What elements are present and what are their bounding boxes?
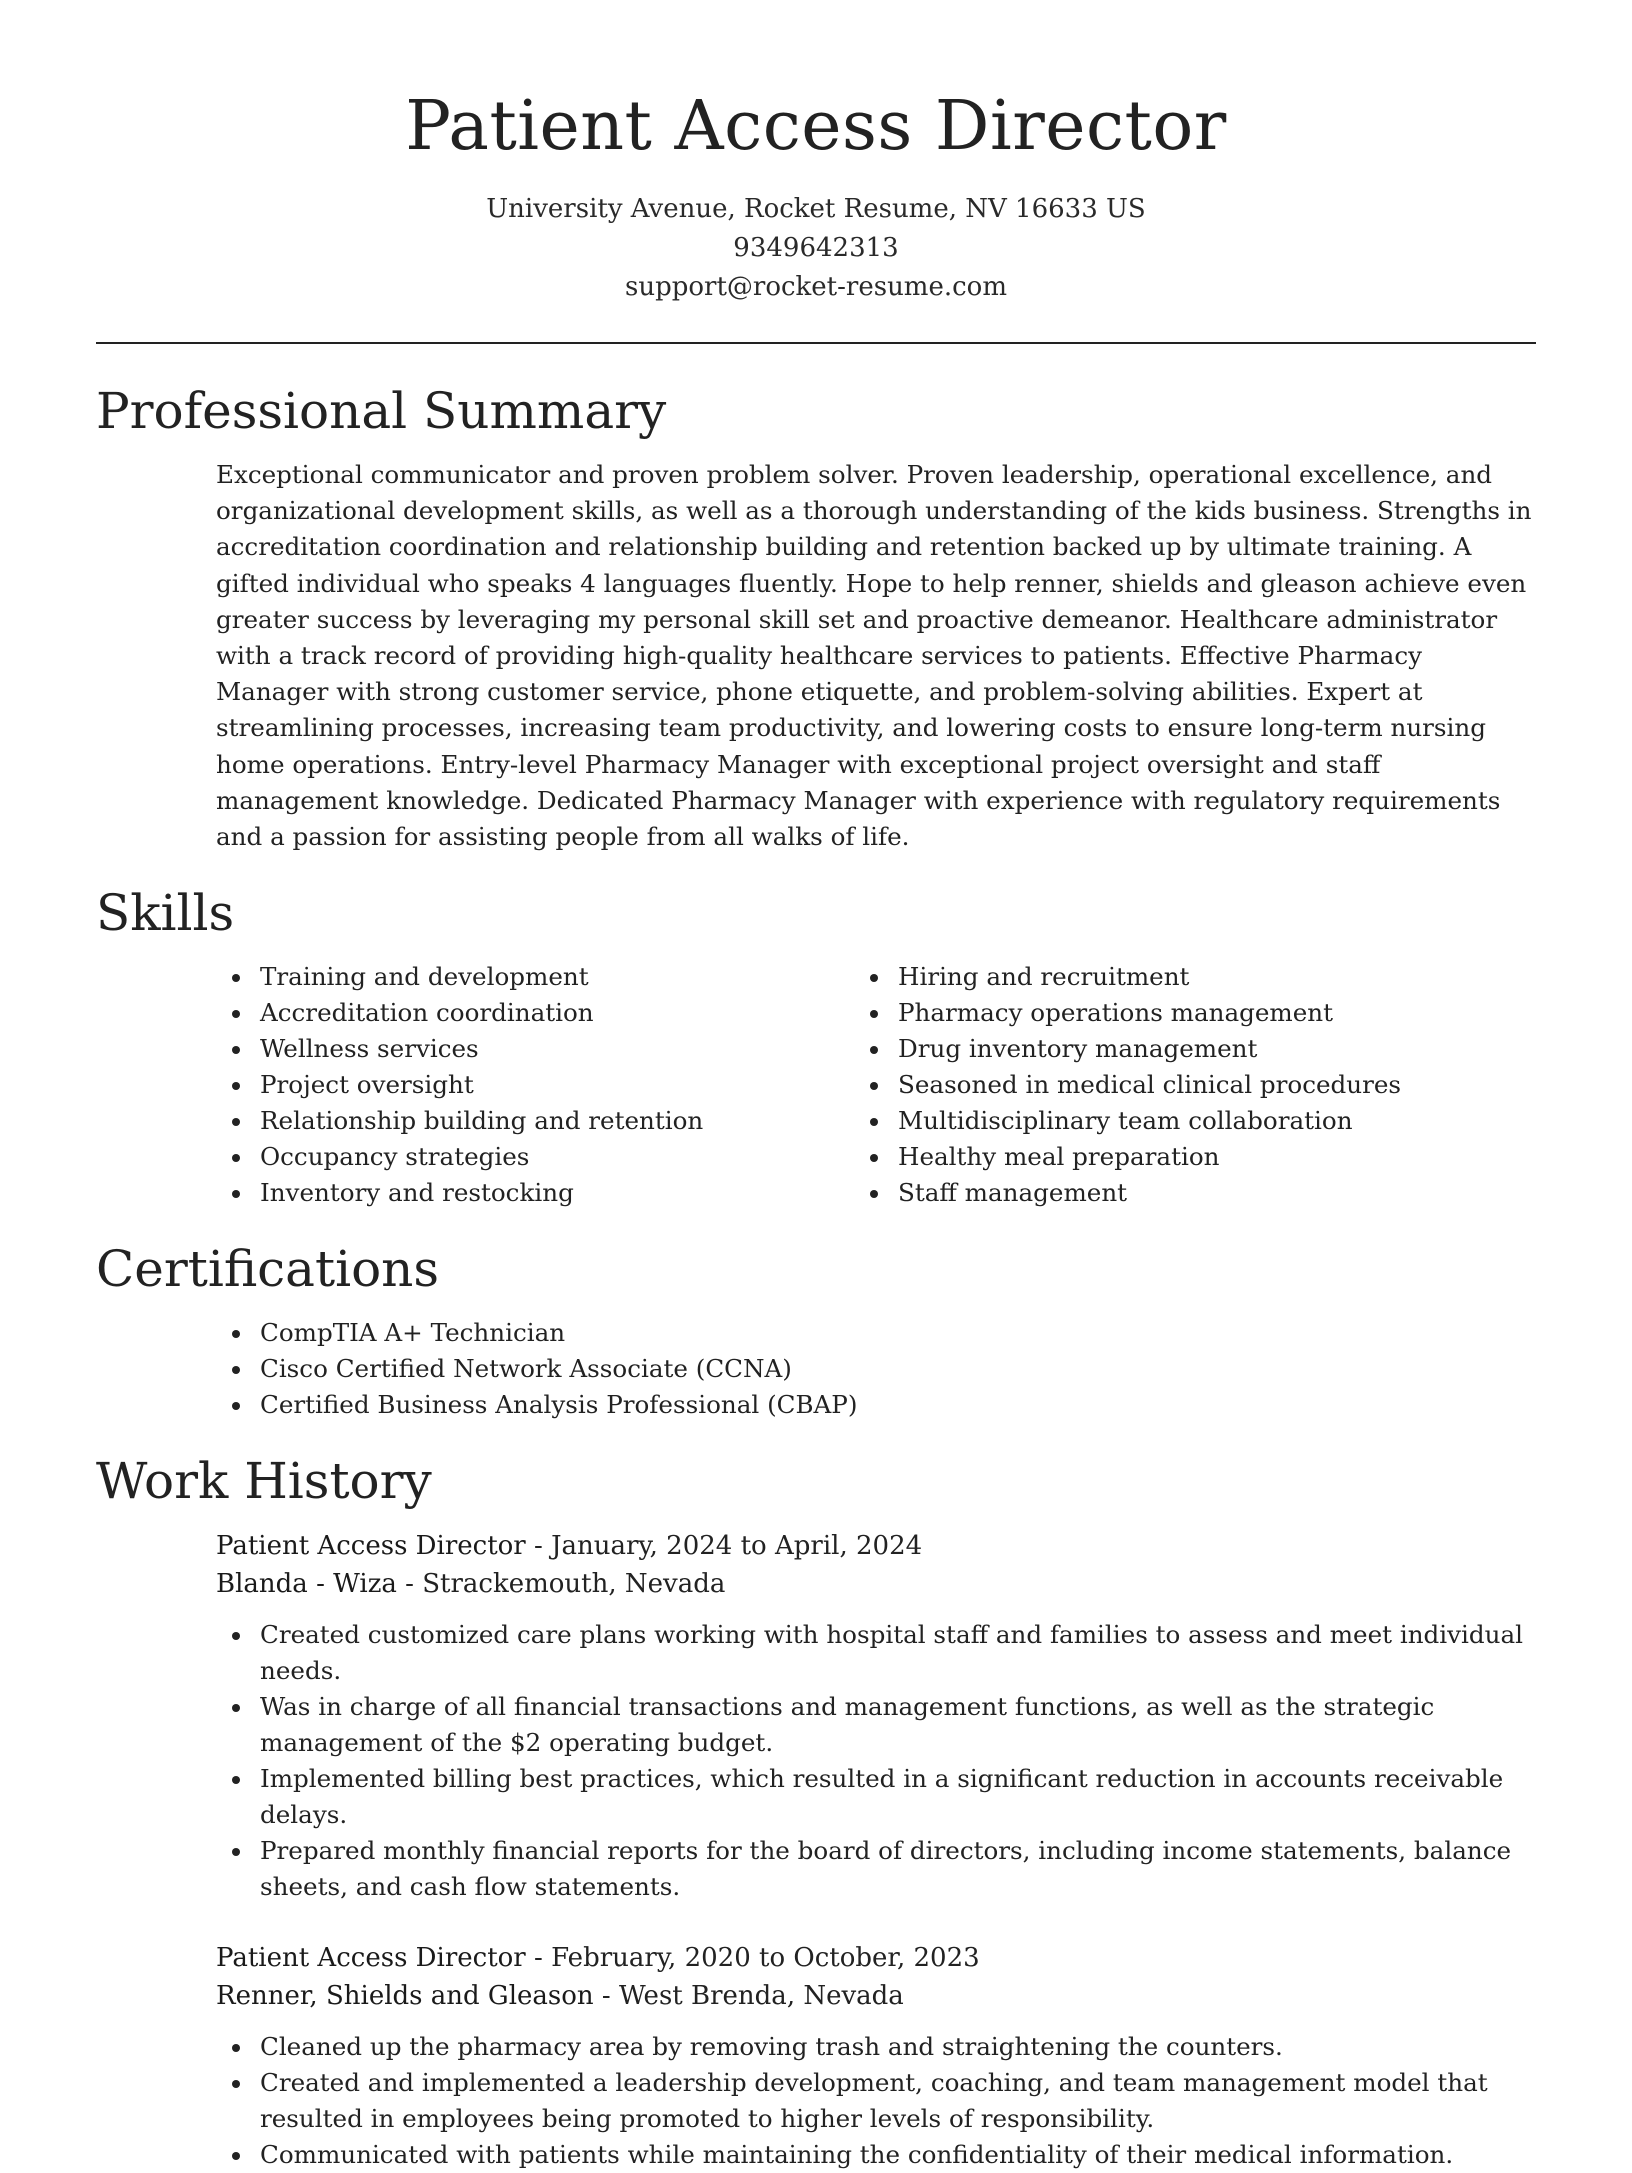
skill-item: Project oversight (260, 1067, 898, 1103)
job-company: Blanda - Wiza (216, 1569, 397, 1600)
job-title-line (216, 1939, 1536, 1977)
work-history-heading: Work History (96, 1452, 432, 1511)
skill-item: Wellness services (260, 1031, 898, 1067)
job-company: Renner, Shields and Gleason (216, 1981, 594, 2012)
skills-list-left (260, 959, 898, 1211)
certification-item: Certified Business Analysis Professional (CBAP) (260, 1387, 1536, 1423)
skill-item: Seasoned in medical clinical procedures (898, 1067, 1536, 1103)
resume-page (96, 0, 1536, 2173)
skill-item: Training and development (260, 959, 898, 995)
resume-header (96, 0, 1536, 307)
skills-columns (260, 959, 1536, 1211)
contact-email: support@rocket-resume.com (624, 272, 1007, 302)
job-entry (216, 1939, 1536, 2173)
job-bullets (260, 2029, 1536, 2173)
certifications-section (96, 1237, 1536, 1423)
certifications-list (260, 1315, 1536, 1423)
skills-heading: Skills (96, 884, 235, 943)
job-bullet: Implemented billing best practices, which resulted in a significant reduction in accounts receivable delays. (260, 1761, 1536, 1833)
skill-item: Inventory and restocking (260, 1175, 898, 1211)
work-history-section (96, 1449, 1536, 2173)
skill-item: Relationship building and retention (260, 1103, 898, 1139)
job-title: Patient Access Director (216, 1531, 526, 1562)
job-bullets (260, 1617, 1536, 1905)
summary-heading: Professional Summary (96, 382, 667, 440)
skill-item: Staff management (898, 1175, 1536, 1211)
header-divider (96, 342, 1536, 344)
job-bullet: Communicated with patients while maintaining the confidentiality of their medical information. (260, 2137, 1536, 2173)
summary-section (96, 379, 1536, 855)
contact-block (96, 190, 1536, 307)
job-dates: - January, 2024 to April, 2024 (525, 1531, 923, 1562)
skills-list-right (898, 959, 1536, 1211)
certifications-heading: Certifications (96, 1240, 440, 1299)
job-bullet: Prepared monthly financial reports for the board of directors, including income statements, balance sheets, and cash flow statements. (260, 1833, 1536, 1905)
job-title-line (216, 1527, 1536, 1565)
skill-item: Pharmacy operations management (898, 995, 1536, 1031)
skill-item: Accreditation coordination (260, 995, 898, 1031)
contact-address: University Avenue, Rocket Resume, NV 16633 US (486, 194, 1146, 224)
job-bullet: Created customized care plans working with hospital staff and families to assess and meet individual needs. (260, 1617, 1536, 1689)
certification-item: CompTIA A+ Technician (260, 1315, 1536, 1351)
candidate-name: Patient Access Director (405, 87, 1227, 166)
contact-phone: 9349642313 (733, 233, 899, 263)
job-bullet: Was in charge of all financial transactions and management functions, as well as the strategic management of the $2 operating budget. (260, 1689, 1536, 1761)
job-company-line (216, 1565, 1536, 1603)
job-title: Patient Access Director (216, 1943, 526, 1974)
skill-item: Healthy meal preparation (898, 1139, 1536, 1175)
skills-section (96, 881, 1536, 1211)
job-entry (216, 1527, 1536, 1905)
certification-item: Cisco Certified Network Associate (CCNA) (260, 1351, 1536, 1387)
job-company-line (216, 1977, 1536, 2015)
job-location: - West Brenda, Nevada (593, 1981, 904, 2012)
skill-item: Occupancy strategies (260, 1139, 898, 1175)
summary-text: Exceptional communicator and proven problem solver. Proven leadership, operational excellence, and organizational development skills, as well as a thorough understanding of the kids business. Strengths in accreditation coordination and relationship building and retention backed up by ultimate training. A gifted individual who speaks 4 languages fluently. Hope to help renner, shields and gleason achieve even greater success by leveraging my personal skill set and proactive demeanor. Healthcare administrator with a track record of providing high-quality healthcare services to patients. Effective Pharmacy Manager with strong customer service, phone etiquette, and problem-solving abilities. Expert at streamlining processes, increasing team productivity, and lowering costs to ensure long-term nursing home operations. Entry-level Pharmacy Manager with exceptional project oversight and staff management knowledge. Dedicated Pharmacy Manager with experience with regulatory requirements and a passion for assisting people from all walks of life. (216, 460, 1532, 852)
job-dates: - February, 2020 to October, 2023 (525, 1943, 980, 1974)
job-bullet: Created and implemented a leadership development, coaching, and team management model that resulted in employees being promoted to higher levels of responsibility. (260, 2065, 1536, 2137)
job-bullet: Cleaned up the pharmacy area by removing trash and straightening the counters. (260, 2029, 1536, 2065)
job-location: - Strackemouth, Nevada (396, 1569, 726, 1600)
skill-item: Drug inventory management (898, 1031, 1536, 1067)
skill-item: Multidisciplinary team collaboration (898, 1103, 1536, 1139)
skill-item: Hiring and recruitment (898, 959, 1536, 995)
